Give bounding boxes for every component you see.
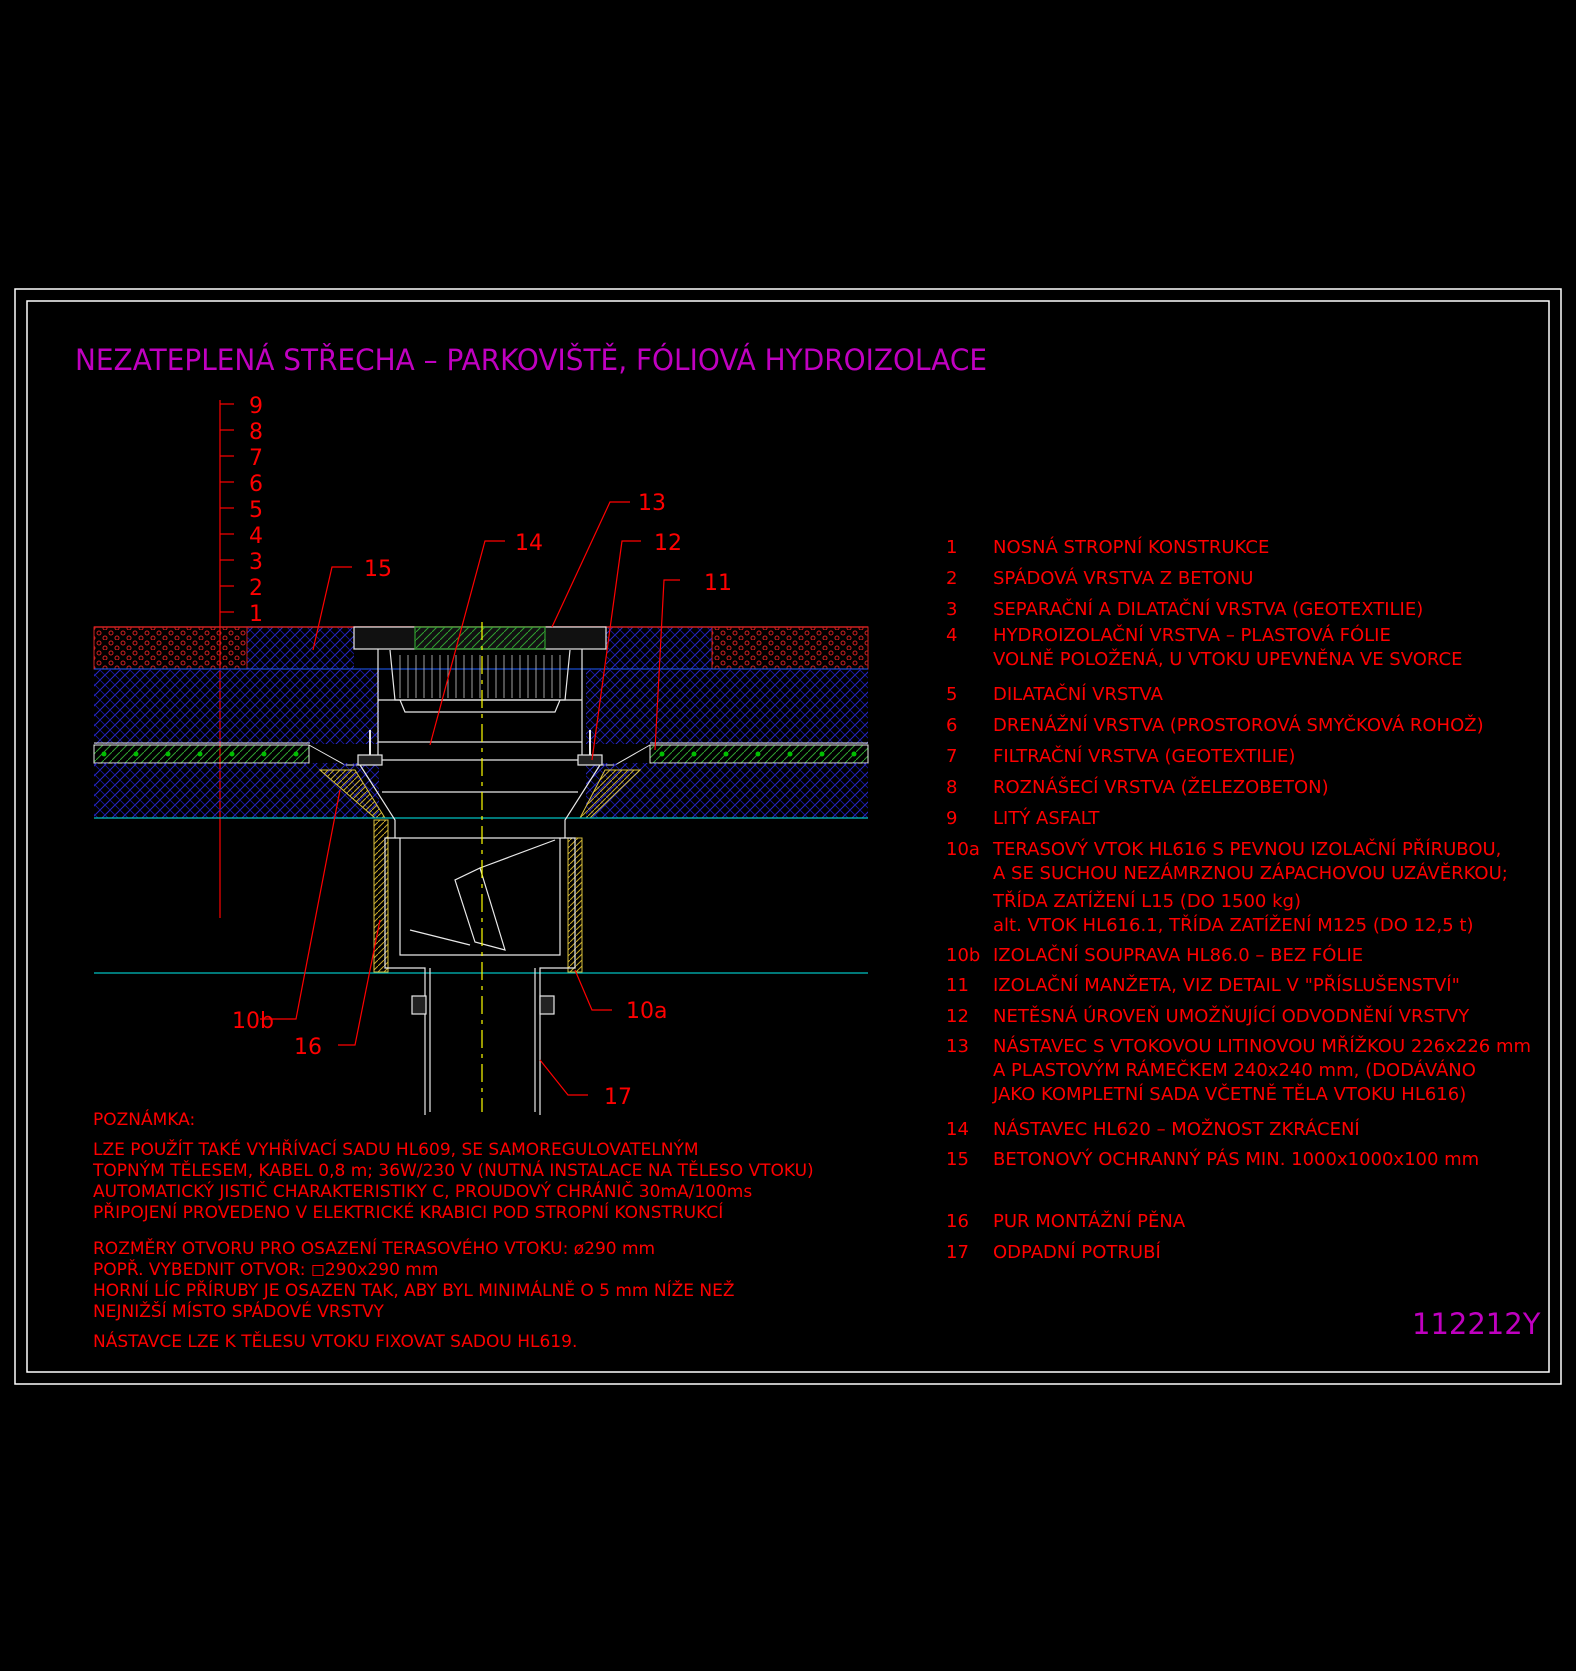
layer-scale-label: 7 [249,446,263,471]
legend-number: 5 [946,684,958,705]
pur-foam-left [374,820,388,972]
legend-item [946,944,1363,966]
legend-text: JAKO KOMPLETNÍ SADA VČETNĚ TĚLA VTOKU HL616) [993,1084,1467,1105]
callout-10b: 10b [232,1009,274,1034]
legend-text: NÁSTAVEC S VTOKOVOU LITINOVOU MŘÍŽKOU 226x226 mm [993,1036,1532,1057]
legend-item [946,776,1329,798]
legend-item [946,745,1295,767]
legend-number: 1 [946,537,958,558]
drawing-number: 112212Y [1412,1307,1541,1341]
legend-number: 10b [946,945,981,966]
legend-item [946,683,1164,705]
layer-scale-label: 5 [249,498,263,523]
legend-text: A SE SUCHOU NEZÁMRZNOU ZÁPACHOVOU UZÁVĚRKOU; [993,863,1508,884]
legend-text: BETONOVÝ OCHRANNÝ PÁS MIN. 1000x1000x100 mm [993,1149,1480,1170]
legend [946,536,1531,1263]
note-line: ROZMĚRY OTVORU PRO OSAZENÍ TERASOVÉHO VTOKU: ø290 mm [93,1239,656,1259]
callout-12: 12 [654,531,682,556]
concrete-protective-band-right [712,627,868,669]
note-line: PŘIPOJENÍ PROVEDENO V ELEKTRICKÉ KRABICI POD STROPNÍ KONSTRUKCÍ [93,1203,724,1223]
legend-item [946,838,1508,936]
legend-number: 15 [946,1149,969,1170]
legend-text: HYDROIZOLAČNÍ VRSTVA – PLASTOVÁ FÓLIE [993,625,1391,646]
legend-item [946,567,1253,589]
legend-item [946,624,1462,670]
layer-scale-label: 3 [249,550,263,575]
legend-item [946,1241,1161,1263]
note-line: AUTOMATICKÝ JISTIČ CHARAKTERISTIKY C, PROUDOVÝ CHRÁNIČ 30mA/100ms [93,1182,753,1202]
callout-14: 14 [515,531,543,556]
layer-scale-label: 1 [249,602,263,627]
callout-11: 11 [704,571,732,596]
drawing-title: NEZATEPLENÁ STŘECHA – PARKOVIŠTĚ, FÓLIOVÁ HYDROIZOLACE [75,343,987,377]
legend-number: 14 [946,1119,969,1140]
legend-text: NÁSTAVEC HL620 – MOŽNOST ZKRÁCENÍ [993,1119,1360,1140]
legend-text: SEPARAČNÍ A DILATAČNÍ VRSTVA (GEOTEXTILIE) [993,599,1424,620]
legend-text: IZOLAČNÍ MANŽETA, VIZ DETAIL V "PŘÍSLUŠENSTVÍ" [993,975,1460,996]
legend-number: 16 [946,1211,969,1232]
concrete-protective-band-left [94,627,247,669]
legend-text: VOLNĚ POLOŽENÁ, U VTOKU UPEVNĚNA VE SVORCE [993,649,1463,670]
legend-number: 17 [946,1242,969,1263]
legend-number: 2 [946,568,958,589]
note-heading: POZNÁMKA: [93,1110,196,1130]
legend-item [946,974,1460,996]
legend-text: NETĚSNÁ ÚROVEŇ UMOŽŇUJÍCÍ ODVODNĚNÍ VRSTVY [993,1006,1470,1027]
legend-number: 10a [946,839,980,860]
legend-item [946,714,1484,736]
legend-item [946,536,1269,558]
layer-scale-label: 8 [249,420,263,445]
legend-text: ROZNÁŠECÍ VRSTVA (ŽELEZOBETON) [993,777,1329,798]
surface-blue-layer [247,627,354,669]
legend-number: 13 [946,1036,969,1057]
layer-scale-label: 4 [249,524,263,549]
legend-text: IZOLAČNÍ SOUPRAVA HL86.0 – BEZ FÓLIE [993,945,1364,966]
legend-item [946,1210,1186,1232]
legend-number: 4 [946,625,958,646]
callout-15: 15 [364,557,392,582]
legend-number: 12 [946,1006,969,1027]
legend-number: 3 [946,599,958,620]
roof-section [94,622,868,1115]
note-line: NÁSTAVCE LZE K TĚLESU VTOKU FIXOVAT SADOU HL619. [93,1332,578,1352]
legend-text: DILATAČNÍ VRSTVA [993,684,1163,705]
legend-item [946,807,1100,829]
legend-item [946,1148,1479,1170]
legend-number: 6 [946,715,958,736]
legend-text: TERASOVÝ VTOK HL616 S PEVNOU IZOLAČNÍ PŘÍRUBOU, [993,839,1502,860]
legend-number: 8 [946,777,958,798]
note [92,1108,814,1352]
note-line: HORNÍ LÍC PŘÍRUBY JE OSAZEN TAK, ABY BYL MINIMÁLNĚ O 5 mm NÍŽE NEŽ [93,1281,735,1301]
legend-text: ODPADNÍ POTRUBÍ [993,1242,1161,1263]
legend-text: SPÁDOVÁ VRSTVA Z BETONU [993,568,1254,589]
legend-item [946,598,1423,620]
load-distribution-layer-right [586,669,868,744]
legend-item [946,1005,1470,1027]
note-line: NEJNIŽŠÍ MÍSTO SPÁDOVÉ VRSTVY [93,1302,384,1322]
layer-scale-label: 6 [249,472,263,497]
legend-item [946,1118,1360,1140]
legend-text: FILTRAČNÍ VRSTVA (GEOTEXTILIE) [993,746,1296,767]
legend-text: DRENÁŽNÍ VRSTVA (PROSTOROVÁ SMYČKOVÁ ROHOŽ) [993,715,1484,736]
legend-text: PUR MONTÁŽNÍ PĚNA [993,1211,1186,1232]
load-distribution-layer-left [94,669,379,744]
legend-text: TŘÍDA ZATÍŽENÍ L15 (DO 1500 kg) [993,891,1301,912]
note-line: LZE POUŽÍT TAKÉ VYHŘÍVACÍ SADU HL609, SE SAMOREGULOVATELNÝM [93,1140,699,1160]
layer-scale-label: 9 [249,394,263,419]
legend-number: 9 [946,808,958,829]
legend-text: NOSNÁ STROPNÍ KONSTRUKCE [993,537,1270,558]
legend-number: 7 [946,746,958,767]
note-line: POPŘ. VYBEDNIT OTVOR: ◻290x290 mm [93,1260,439,1280]
note-line: TOPNÝM TĚLESEM, KABEL 0,8 m; 36W/230 V (NUTNÁ INSTALACE NA TĚLESO VTOKU) [93,1161,814,1181]
legend-item [946,1035,1531,1105]
layer-scale-label: 2 [249,576,263,601]
legend-text: LITÝ ASFALT [993,808,1100,829]
legend-text: A PLASTOVÝM RÁMEČKEM 240x240 mm, (DODÁVÁNO [993,1060,1476,1081]
callout-16: 16 [294,1035,322,1060]
callout-10a: 10a [626,999,668,1024]
legend-number: 11 [946,975,969,996]
callout-17: 17 [604,1085,632,1110]
callout-13: 13 [638,491,666,516]
legend-text: alt. VTOK HL616.1, TŘÍDA ZATÍŽENÍ M125 (DO 12,5 t) [993,915,1474,936]
